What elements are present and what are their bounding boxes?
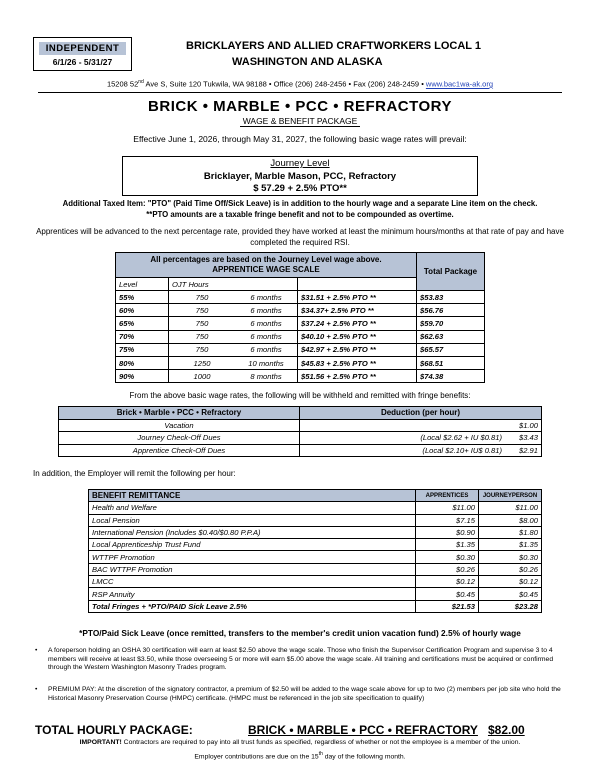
contrib-sup: th: [318, 751, 323, 757]
apprentice-header-line-1: All percentages are based on the Journey Level wage above.: [150, 255, 382, 264]
deduction-detail: (Local $2.10+ IU$ 0.81): [300, 444, 506, 457]
benefit-total-row: [89, 600, 542, 612]
benefit-col-apprentices: APPRENTICES: [416, 490, 479, 502]
apprentice-total: $65.57: [417, 343, 485, 356]
benefit-row: [89, 551, 542, 563]
deduction-amount: $1.00: [505, 419, 542, 432]
benefit-item: Local Apprenticeship Trust Fund: [89, 539, 416, 551]
benefit-journeyperson: $0.26: [479, 563, 542, 575]
website-link[interactable]: www.bac1wa-ak.org: [425, 79, 494, 89]
independent-badge: [33, 37, 132, 71]
apprentice-row: [116, 317, 485, 330]
total-package-value: [248, 723, 525, 737]
apprentice-ojt-hours: 750: [169, 330, 236, 343]
badge-label: INDEPENDENT: [39, 42, 126, 55]
benefit-total-label: Total Fringes + *PTO/PAID Sick Leave 2.5%: [89, 600, 416, 612]
benefit-journeyperson: $0.12: [479, 576, 542, 588]
deduction-item: Vacation: [59, 419, 300, 432]
apprentice-wage: $40.10 + 2.5% PTO **: [298, 330, 417, 343]
apprentice-period: 6 months: [235, 317, 298, 330]
wage-header: [298, 278, 417, 291]
period-header: [235, 278, 298, 291]
apprentice-level: 55%: [116, 291, 169, 304]
benefit-journeyperson: $0.30: [479, 551, 542, 563]
total-trades: BRICK • MARBLE • PCC • REFRACTORY: [248, 723, 478, 737]
total-package-header: Total Package: [417, 253, 485, 291]
employer-note: In addition, the Employer will remit the following per hour:: [33, 469, 236, 478]
benefit-row: [89, 563, 542, 575]
apprentice-period: 6 months: [235, 330, 298, 343]
journey-trades: Bricklayer, Marble Mason, PCC, Refractory: [203, 170, 397, 182]
benefit-item: International Pension (Includes $0.40/$0.80 P.P.A): [89, 526, 416, 538]
bullet-text: PREMIUM PAY: At the discretion of the signatory contractor, a premium of $2.50 will be added to the wage scale above for up to two (2) members per job site who hold the Historical Masonry Preservation Course (HMPC) certificate. (HMPC must be referenced in the job site specification to qualify): [48, 686, 561, 702]
apprentice-row: [116, 370, 485, 383]
benefit-journeyperson: $8.00: [479, 514, 542, 526]
benefit-apprentices: $11.00: [416, 502, 479, 514]
benefit-item: RSP Annuity: [89, 588, 416, 600]
taxed-line-1: Additional Taxed Item: "PTO" (Paid Time Off/Sick Leave) is in addition to the hourly wage and a separate Line item on the check.: [62, 199, 538, 208]
subtitle-text: WAGE & BENEFIT PACKAGE: [240, 116, 361, 127]
deduction-amount: $2.91: [505, 444, 542, 457]
total-package-label: TOTAL HOURLY PACKAGE:: [35, 723, 193, 737]
benefit-journeyperson: $11.00: [479, 502, 542, 514]
apprentice-row: [116, 343, 485, 356]
contrib-text: Employer contributions are due on the 15: [194, 753, 319, 761]
union-line-2: WASHINGTON AND ALASKA: [232, 56, 383, 68]
apprentice-period: 10 months: [235, 356, 298, 369]
bullet-foreperson: [35, 647, 564, 673]
apprentice-total: $62.63: [417, 330, 485, 343]
apprentice-note: Apprentices will be advanced to the next percentage rate, provided they have worked at least the minimum hours/months at that rate of pay and have completed the required RSI.: [36, 227, 564, 247]
deductions-col-trades: Brick • Marble • PCC • Refractory: [59, 407, 300, 420]
journey-heading: Journey Level: [270, 158, 330, 169]
apprentice-row: [116, 291, 485, 304]
bullet-dot: •: [35, 686, 38, 693]
page-title: BRICK • MARBLE • PCC • REFRACTORY: [148, 98, 452, 115]
benefit-row: [89, 514, 542, 526]
benefit-row: [89, 588, 542, 600]
taxed-line-2: **PTO amounts are a taxable fringe benefit and not to be compounded as overtime.: [146, 209, 454, 219]
apprentice-wage: $51.56 + 2.5% PTO **: [298, 370, 417, 383]
benefit-apprentices: $0.30: [416, 551, 479, 563]
fringe-note: From the above basic wage rates, the following will be withheld and remitted with fringe benefits:: [129, 391, 471, 400]
apprentice-ojt-hours: 750: [169, 343, 236, 356]
bullet-premium-pay: [35, 686, 564, 703]
benefit-apprentices: $0.12: [416, 576, 479, 588]
benefit-journeyperson: $1.80: [479, 526, 542, 538]
employer-contributions-note: [0, 751, 600, 760]
apprentice-period: 6 months: [235, 304, 298, 317]
contract-dates: 6/1/26 - 5/31/27: [52, 57, 113, 67]
benefit-apprentices: $0.45: [416, 588, 479, 600]
apprentice-ojt-hours: 1000: [169, 370, 236, 383]
important-note: [0, 739, 600, 746]
address-part: Ave S, Suite 120 Tukwila, WA 98188 • Office (206) 248-2456 • Fax (206) 248-2459 •: [143, 79, 426, 89]
apprentice-period: 6 months: [235, 291, 298, 304]
deduction-detail: [300, 419, 506, 432]
apprentice-ojt-hours: 750: [169, 317, 236, 330]
taxed-item-note: [0, 199, 600, 220]
benefit-item: BAC WTTPF Promotion: [89, 563, 416, 575]
apprentice-total: $59.70: [417, 317, 485, 330]
deductions-table: [58, 406, 542, 457]
benefit-apprentices: $0.90: [416, 526, 479, 538]
apprentice-level: 75%: [116, 343, 169, 356]
apprentice-wage: $31.51 + 2.5% PTO **: [298, 291, 417, 304]
deductions-col-amount: Deduction (per hour): [300, 407, 542, 420]
journey-level-box: [122, 156, 478, 196]
benefit-row: [89, 576, 542, 588]
benefit-journeyperson: $1.35: [479, 539, 542, 551]
apprentice-wage: $45.83 + 2.5% PTO **: [298, 356, 417, 369]
contrib-text: day of the following month.: [322, 753, 406, 761]
journey-rate: $ 57.29 + 2.5% PTO**: [253, 183, 347, 194]
apprentice-row: [116, 356, 485, 369]
deduction-item: Apprentice Check-Off Dues: [59, 444, 300, 457]
apprentice-table-header: [116, 253, 417, 278]
apprentice-level: 90%: [116, 370, 169, 383]
benefit-row: [89, 539, 542, 551]
benefit-item: WTTPF Promotion: [89, 551, 416, 563]
benefit-apprentices: $1.35: [416, 539, 479, 551]
benefit-item: Local Pension: [89, 514, 416, 526]
bullet-dot: •: [35, 647, 38, 654]
deduction-item: Journey Check-Off Dues: [59, 432, 300, 445]
union-name: [186, 38, 481, 70]
deduction-detail: (Local $2.62 + IU $0.81): [300, 432, 506, 445]
apprentice-level: 65%: [116, 317, 169, 330]
benefit-item: LMCC: [89, 576, 416, 588]
apprentice-ojt-hours: 750: [169, 304, 236, 317]
benefit-apprentices: $7.15: [416, 514, 479, 526]
apprentice-wage: $42.97 + 2.5% PTO **: [298, 343, 417, 356]
important-text: Contractors are required to pay into all trust funds as specified, regardless of whether or not the employee is a member of the union.: [121, 739, 521, 746]
union-line-1: BRICKLAYERS AND ALLIED CRAFTWORKERS LOCAL 1: [186, 40, 481, 52]
bullet-text: A foreperson holding an OSHA 30 certification will earn at least $2.50 above the wage scale. Those who finish the Supervisor Certification Program and supervise 3 to 4 members will receive at least $3.50, while those overseeing 5 or more will earn $5.00 above the wage scale. All training and certifications must be acquired or confirmed through the Western Washington Masonry Trades program.: [48, 647, 554, 672]
total-amount: $82.00: [487, 723, 525, 737]
page-subtitle: [0, 116, 600, 126]
deduction-amount: $3.43: [505, 432, 542, 445]
benefit-apprentices: $0.26: [416, 563, 479, 575]
important-label: IMPORTANT!: [79, 739, 122, 746]
address-part: 15208 52: [106, 79, 139, 89]
apprentice-period: 6 months: [235, 343, 298, 356]
apprentice-level: 80%: [116, 356, 169, 369]
benefit-journeyperson: $0.45: [479, 588, 542, 600]
effective-dates: Effective June 1, 2026, through May 31, 2027, the following basic wage rates will prevail:: [133, 134, 467, 144]
apprentice-total: $74.38: [417, 370, 485, 383]
benefit-col-journeyperson: JOURNEYPERSON: [479, 490, 542, 502]
deduction-row: [59, 419, 542, 432]
apprentice-wage: $37.24 + 2.5% PTO **: [298, 317, 417, 330]
benefit-row: [89, 526, 542, 538]
deduction-row: [59, 432, 542, 445]
ojt-hours-header: OJT Hours: [169, 278, 236, 291]
benefit-remittance-table: [88, 489, 542, 613]
apprentice-period: 8 months: [235, 370, 298, 383]
apprentice-ojt-hours: 750: [169, 291, 236, 304]
benefit-total-apprentices: $21.53: [416, 600, 479, 612]
apprentice-header-line-2: APPRENTICE WAGE SCALE: [212, 265, 320, 274]
apprentice-row: [116, 330, 485, 343]
benefit-item: Health and Welfare: [89, 502, 416, 514]
apprentice-ojt-hours: 1250: [169, 356, 236, 369]
divider: [38, 92, 562, 93]
benefit-total-journeyperson: $23.28: [479, 600, 542, 612]
deduction-row: [59, 444, 542, 457]
apprentice-wage-table: [115, 252, 485, 383]
apprentice-total: $53.83: [417, 291, 485, 304]
benefit-col-item: BENEFIT REMITTANCE: [89, 490, 416, 502]
apprentice-level: 70%: [116, 330, 169, 343]
benefit-row: [89, 502, 542, 514]
apprentice-total: $56.76: [417, 304, 485, 317]
address-line: [0, 79, 600, 89]
address-sup: nd: [138, 79, 144, 85]
pto-note: *PTO/Paid Sick Leave (once remitted, transfers to the member's credit union vacation fund) 2.5% of hourly wage: [79, 628, 521, 638]
apprentice-level: 60%: [116, 304, 169, 317]
apprentice-row: [116, 304, 485, 317]
level-header: Level: [116, 278, 169, 291]
apprentice-total: $68.51: [417, 356, 485, 369]
apprentice-wage: $34.37+ 2.5% PTO **: [298, 304, 417, 317]
